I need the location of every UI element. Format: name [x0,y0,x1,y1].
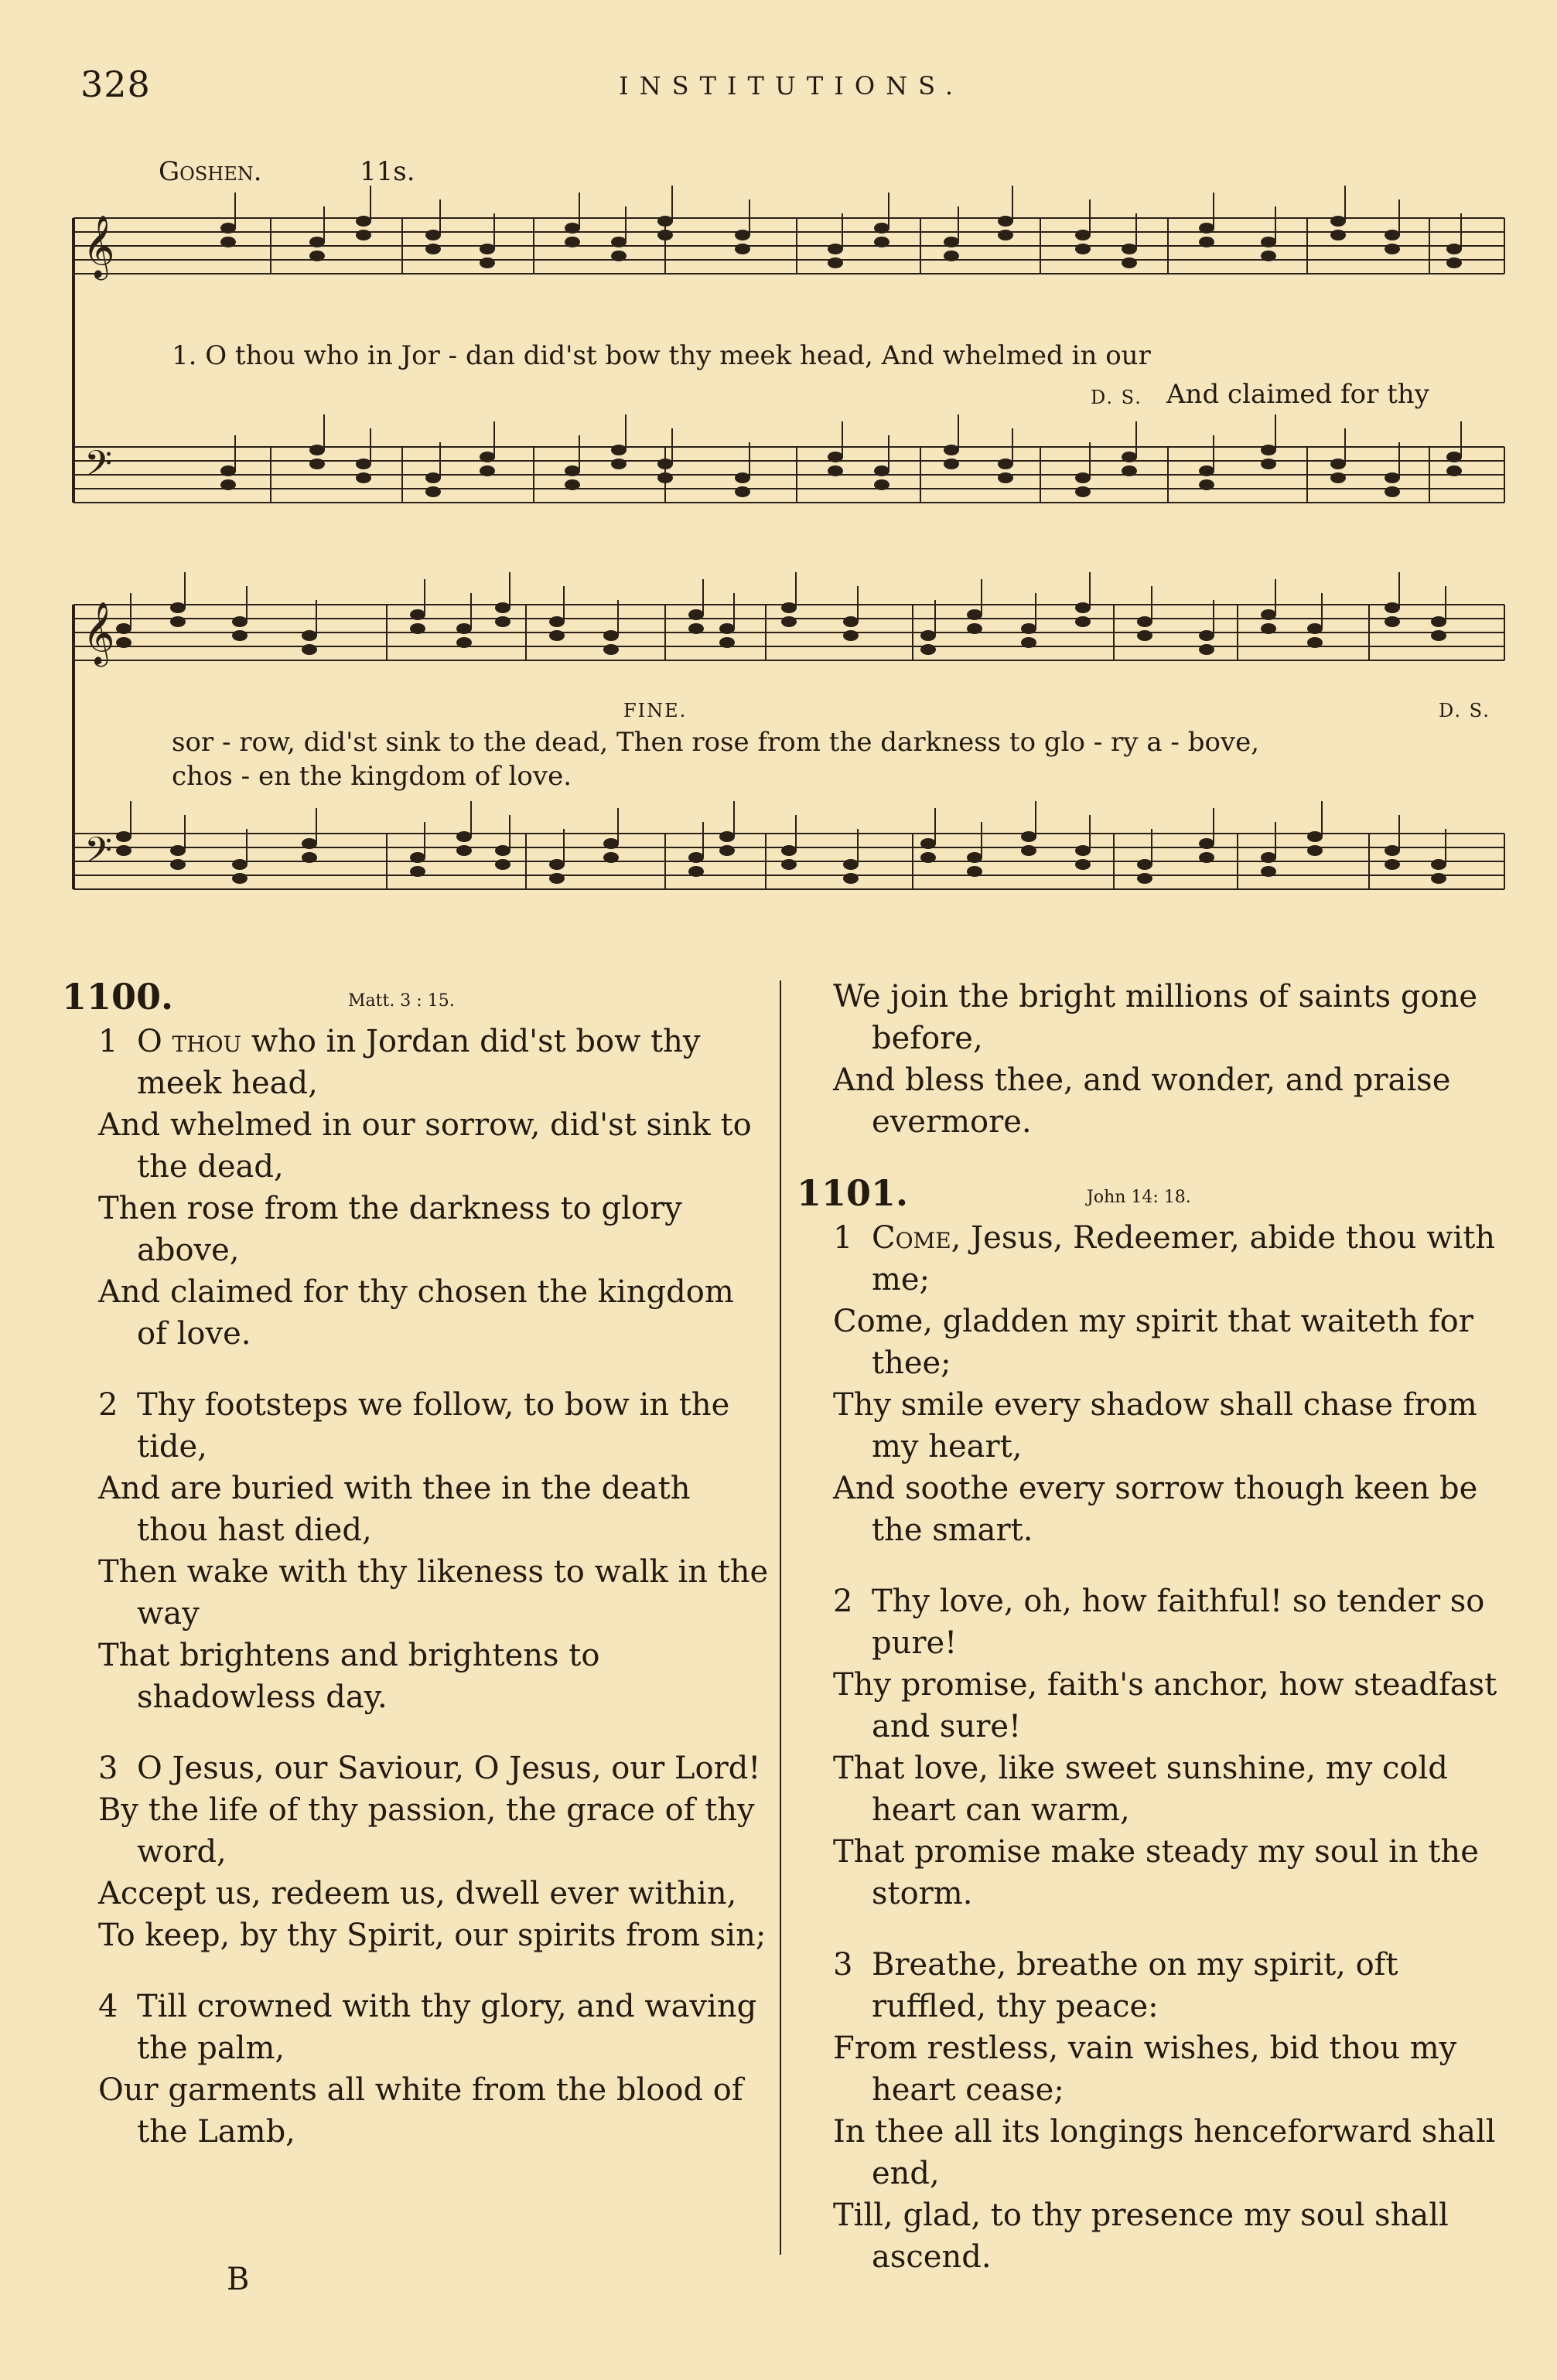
note-head [302,630,317,641]
note-head [944,445,959,455]
note-head [611,237,627,247]
note-head [456,831,472,842]
note-head [170,859,186,870]
note-head [1446,257,1462,268]
note-head [425,486,441,497]
stanza-number: 3 [833,1947,853,1983]
note-head [874,237,889,247]
note-head [611,251,627,261]
note-head [232,873,248,884]
note-head [944,251,959,261]
note-head [1431,873,1446,884]
bass-clef-icon: 𝄢 [84,830,113,880]
tune-lyric-line-4: chos - en the kingdom of love. [172,761,572,792]
signature-mark: B [227,2262,250,2297]
first-words: O thou [137,1024,242,1059]
note-head [1075,230,1091,240]
note-head [549,873,565,884]
note-head [1075,244,1091,254]
note-head [1021,637,1036,648]
verse-line: By the life of thy passion, the grace of thy word, [98,1792,755,1870]
note-head [657,230,673,240]
stanza-number: 1 [98,1024,118,1059]
note-head [356,472,371,483]
note-head [549,859,565,870]
note-head [1431,616,1446,627]
treble-clef-icon: 𝄞 [83,214,115,278]
note-head [170,845,186,856]
note-head [1446,452,1462,462]
verse-line: Till, glad, to thy presence my soul shall ascend. [833,2198,1449,2275]
note-head [565,223,580,234]
note-head [220,237,236,247]
note-head [1431,859,1446,870]
note-head [967,866,982,877]
note-head [874,465,889,476]
note-head [309,459,325,469]
note-head [1385,616,1400,627]
note-head [1122,244,1137,254]
note-head [611,459,627,469]
note-head [1261,251,1276,261]
note-head [410,623,425,634]
note-head [1446,465,1462,476]
note-head [998,459,1013,469]
note-head [1199,838,1214,849]
first-words: Come, [872,1220,961,1256]
verse-text: Breathe, breathe on my spirit, oft ruffled, thy peace: [872,1947,1398,2024]
note-head [843,859,859,870]
note-head [920,838,936,849]
note-head [495,602,510,613]
note-head [719,623,735,634]
stanza [58,1747,770,1956]
stanza-number: 1 [833,1220,853,1256]
note-head [356,216,371,227]
fine-mark: FINE. [623,700,688,721]
note-head [170,616,186,627]
note-head [603,630,619,641]
note-head [828,465,843,476]
verse-line: And are buried with thee in the death thou hast died, [98,1471,691,1548]
note-head [425,230,441,240]
note-head [1137,616,1152,627]
verse-line: Our garments all white from the blood of the Lamb, [98,2072,743,2150]
note-head [1021,845,1036,856]
note-head [565,237,580,247]
note-head [232,859,248,870]
note-head [309,237,325,247]
note-head [356,230,371,240]
note-head [410,609,425,620]
verse-text: Thy love, oh, how faithful! so tender so pure! [872,1584,1485,1661]
verse-line [794,1217,1520,1301]
note-head [1021,831,1036,842]
note-head [480,465,495,476]
note-head [1385,602,1400,613]
note-head [781,845,797,856]
tune-name: Goshen. [159,156,262,187]
stanza-number: 4 [98,1989,118,2024]
note-head [1330,472,1346,483]
note-head [611,445,627,455]
note-head [920,630,936,641]
note-head [1446,244,1462,254]
note-head [781,616,797,627]
note-head [220,223,236,234]
note-head [781,602,797,613]
verse-line: And whelmed in our sorrow, did'st sink to the dead, [98,1107,752,1185]
note-head [874,223,889,234]
hymn-number: 1100. [62,976,174,1018]
verse-line: And soothe every sorrow though keen be the smart. [833,1471,1478,1548]
note-head [232,616,248,627]
note-head [1330,459,1346,469]
hymn-1100 [58,976,770,2153]
note-head [1385,859,1400,870]
verse-line [794,1580,1520,1664]
note-head [1075,859,1091,870]
note-head [456,637,472,648]
note-head [309,445,325,455]
verse-text: Jesus, Redeemer, abide thou with me; [872,1220,1496,1297]
note-head [828,452,843,462]
stanza-continued [793,976,1520,1143]
note-head [944,459,959,469]
note-head [1307,623,1323,634]
note-head [1261,445,1276,455]
note-head [495,616,510,627]
note-head [309,251,325,261]
note-head [603,838,619,849]
note-head [1199,223,1214,234]
stanza [58,1021,770,1355]
note-head [1199,479,1214,490]
bass-clef-icon: 𝄢 [84,443,113,493]
note-head [920,852,936,863]
note-head [410,852,425,863]
note-head [1199,465,1214,476]
hymn-header [793,1172,1520,1217]
note-head [456,623,472,634]
note-head [1075,602,1091,613]
verse-line: That promise make steady my soul in the storm. [833,1834,1479,1911]
note-head [1330,230,1346,240]
verse-line [60,1986,770,2069]
ds-mark: D. S. [1439,700,1490,721]
note-head [1261,459,1276,469]
note-head [688,866,704,877]
note-head [998,472,1013,483]
note-head [1137,630,1152,641]
verse-text: Till crowned with thy glory, and waving the palm, [137,1989,757,2066]
note-head [480,452,495,462]
note-head [688,609,704,620]
verse-line: And claimed for thy chosen the kingdom of love. [98,1274,734,1352]
tune-meter: 11s. [360,156,415,187]
note-head [1075,486,1091,497]
note-head [998,216,1013,227]
note-head [1122,465,1137,476]
note-head [1385,230,1400,240]
note-head [1075,472,1091,483]
note-head [781,859,797,870]
note-head [1261,866,1276,877]
note-head [603,852,619,863]
note-head [495,859,510,870]
note-head [456,845,472,856]
stanza-number: 2 [833,1584,853,1619]
note-head [1307,845,1323,856]
stanza [58,1384,770,1718]
verse-line: That love, like sweet sunshine, my cold heart can warm, [833,1751,1448,1828]
note-head [735,472,750,483]
note-head [116,623,131,634]
note-head [565,479,580,490]
note-head [1199,237,1214,247]
note-head [1307,831,1323,842]
verse-line: Then rose from the darkness to glory above, [98,1191,682,1268]
note-head [1261,237,1276,247]
note-head [843,873,859,884]
note-head [356,459,371,469]
note-head [1021,623,1036,634]
scripture-reference: John 14: 18. [1087,1188,1191,1207]
note-head [116,845,131,856]
verse-line: Thy promise, faith's anchor, how steadfast and sure! [833,1667,1497,1744]
note-head [302,644,317,655]
hymn-header [58,976,770,1021]
stanza-number: 2 [98,1387,118,1423]
verse-line [60,1384,770,1468]
stanza [58,1986,770,2153]
verse-line: Come, gladden my spirit that waiteth for thee; [833,1304,1473,1381]
note-head [735,486,750,497]
note-head [944,237,959,247]
note-head [735,230,750,240]
note-head [1385,472,1400,483]
verse-line: Thy smile every shadow shall chase from my heart, [833,1387,1477,1464]
left-column [58,976,770,2182]
note-head [828,244,843,254]
running-head: INSTITUTIONS. [619,71,965,101]
note-head [1261,623,1276,634]
note-head [843,630,859,641]
note-head [425,472,441,483]
note-head [1261,609,1276,620]
note-head [1385,845,1400,856]
tune-lyric-line-1: 1. O thou who in Jor - dan did'st bow thy meek head, And whelmed in our [172,340,1151,371]
note-head [1199,630,1214,641]
verse-line: That brightens and brightens to shadowless day. [98,1638,600,1715]
note-head [920,644,936,655]
note-head [967,852,982,863]
treble-clef-icon: 𝄞 [83,601,115,664]
scripture-reference: Matt. 3 : 15. [348,991,455,1011]
note-head [1385,486,1400,497]
verse-text: Thy footsteps we follow, to bow in the tide, [137,1387,730,1464]
note-head [1330,216,1346,227]
verse-line: In thee all its longings henceforward shall end, [833,2114,1496,2191]
note-head [495,845,510,856]
note-head [1431,630,1446,641]
tune-lyric-line-2: And claimed for thy [1166,379,1429,410]
verse-line [794,1944,1520,2027]
note-head [998,230,1013,240]
verse-line [60,1747,770,1789]
note-head [480,257,495,268]
note-head [220,465,236,476]
verse-text: who in Jordan did'st bow thy meek head, [137,1024,701,1101]
verse-line [60,1021,770,1104]
note-head [1199,644,1214,655]
note-head [1307,637,1323,648]
note-head [232,630,248,641]
note-head [565,465,580,476]
note-head [425,244,441,254]
note-head [410,866,425,877]
note-head [1075,616,1091,627]
note-head [1199,852,1214,863]
note-head [1137,859,1152,870]
column-divider [780,980,781,2255]
note-head [657,216,673,227]
verse-line: We join the bright millions of saints gone before, [833,979,1478,1056]
note-head [1385,244,1400,254]
verse-line: Then wake with thy likeness to walk in the way [98,1554,769,1632]
note-head [688,623,704,634]
note-head [967,609,982,620]
note-head [1075,845,1091,856]
verse-line: To keep, by thy Spirit, our spirits from sin; [98,1918,767,1953]
page-number: 328 [80,63,151,105]
note-head [170,602,186,613]
stanza [793,1217,1520,1551]
note-head [657,472,673,483]
stanza-number: 3 [98,1751,118,1786]
note-head [480,244,495,254]
note-head [603,644,619,655]
stanza [793,1580,1520,1915]
hymn-1101 [793,1172,1520,2278]
verse-line: Accept us, redeem us, dwell ever within, [98,1876,737,1911]
note-head [1261,852,1276,863]
note-head [874,479,889,490]
note-head [1122,257,1137,268]
note-head [1122,452,1137,462]
note-head [1137,873,1152,884]
note-head [828,257,843,268]
note-head [719,845,735,856]
note-head [719,831,735,842]
note-head [549,630,565,641]
note-head [116,637,131,648]
note-head [220,479,236,490]
note-head [302,838,317,849]
note-head [302,852,317,863]
ds-mark: D. S. [1091,387,1142,408]
right-column [793,976,1520,2307]
note-head [735,244,750,254]
note-head [657,459,673,469]
stanza [793,1944,1520,2278]
verse-line: From restless, vain wishes, bid thou my heart cease; [833,2031,1457,2108]
verse-text: O Jesus, our Saviour, O Jesus, our Lord! [137,1751,761,1786]
note-head [967,623,982,634]
note-head [116,831,131,842]
verse-line: And bless thee, and wonder, and praise evermore. [833,1062,1451,1140]
tune-lyric-line-3: sor - row, did'st sink to the dead, Then rose from the darkness to glo - ry a - bove, [172,727,1260,758]
note-head [549,616,565,627]
note-head [843,616,859,627]
hymn-number: 1101. [797,1172,909,1214]
note-head [688,852,704,863]
note-head [719,637,735,648]
